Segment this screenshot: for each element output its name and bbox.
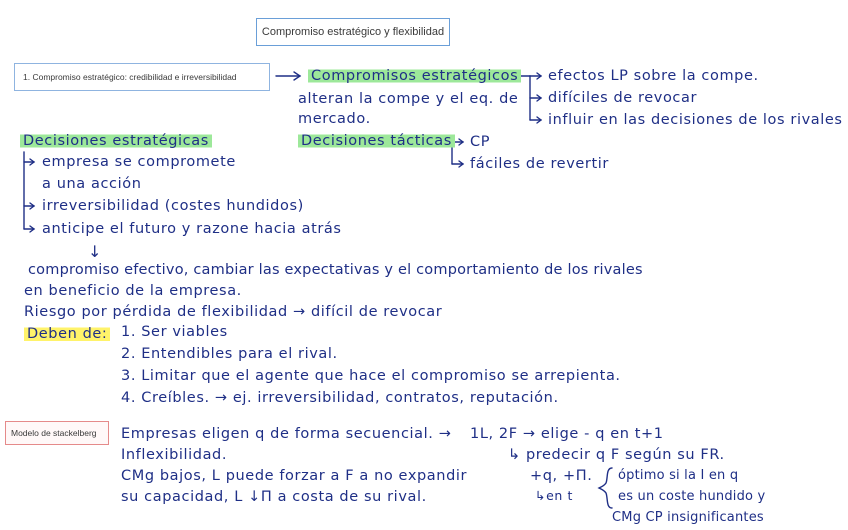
dec-heading-text: Decisiones estratégicas <box>20 133 212 149</box>
comp-heading-text: Compromisos estratégicos <box>308 68 521 84</box>
effective-line-2: en beneficio de la empresa. <box>24 283 242 299</box>
title-text: Compromiso estratégico y flexibilidad <box>261 26 445 38</box>
dec-heading <box>20 134 212 149</box>
deben-label-text: Deben de: <box>24 326 110 342</box>
comp-item-1: efectos LP sobre la compe. <box>548 68 759 84</box>
dec-item-1a: empresa se compromete <box>42 154 236 170</box>
stack-right-5: óptimo si la I en q <box>618 468 739 483</box>
stack-line-2: Inflexibilidad. <box>121 447 228 463</box>
stack-right-7: CMg CP insignificantes <box>612 510 764 525</box>
section1-text: 1. Compromiso estratégico: credibilidad e irreversibilidad <box>23 72 237 82</box>
dec-item-3: anticipe el futuro y razone hacia atrás <box>42 221 342 237</box>
effective-line-1: compromiso efectivo, cambiar las expectativas y el comportamiento de los rivales <box>28 262 643 278</box>
stackelberg-text: Modelo de stackelberg <box>11 428 97 438</box>
stack-line-3: CMg bajos, L puede forzar a F a no expandir <box>121 468 468 484</box>
deben-item-3: 3. Limitar que el agente que hace el compromiso se arrepienta. <box>121 368 621 384</box>
stack-right-3: +q, +Π. <box>530 468 593 484</box>
stack-right-4: ↳en t <box>535 488 573 503</box>
dec-item-1b: a una acción <box>42 176 142 192</box>
deben-item-2: 2. Entendibles para el rival. <box>121 346 338 362</box>
tact-heading-text: Decisiones tácticas <box>298 133 455 149</box>
tact-item-1: CP <box>470 134 491 150</box>
stack-right-1: 1L, 2F → elige - q en t+1 <box>470 426 664 442</box>
deben-item-1: 1. Ser viables <box>121 324 228 340</box>
stack-right-2: ↳ predecir q F según su FR. <box>508 447 725 463</box>
tact-heading <box>298 134 455 149</box>
riesgo-line: Riesgo por pérdida de flexibilidad → difícil de revocar <box>24 304 443 320</box>
comp-item-3: influir en las decisiones de los rivales <box>548 112 843 128</box>
comp-desc-line2: mercado. <box>298 111 371 127</box>
stack-right-6: es un coste hundido y <box>618 489 766 504</box>
deben-item-4: 4. Creíbles. → ej. irreversibilidad, contratos, reputación. <box>121 390 559 406</box>
dec-item-2: irreversibilidad (costes hundidos) <box>42 198 304 214</box>
stack-line-1: Empresas eligen q de forma secuencial. → <box>121 426 452 442</box>
comp-heading <box>308 69 521 84</box>
comp-desc-line1: alteran la compe y el eq. de <box>298 91 519 107</box>
down-arrow-icon: ↓ <box>88 242 103 261</box>
comp-item-2: difíciles de revocar <box>548 90 698 106</box>
deben-label <box>24 327 110 342</box>
stack-line-4: su capacidad, L ↓Π a costa de su rival. <box>121 489 427 505</box>
tact-item-2: fáciles de revertir <box>470 156 609 172</box>
